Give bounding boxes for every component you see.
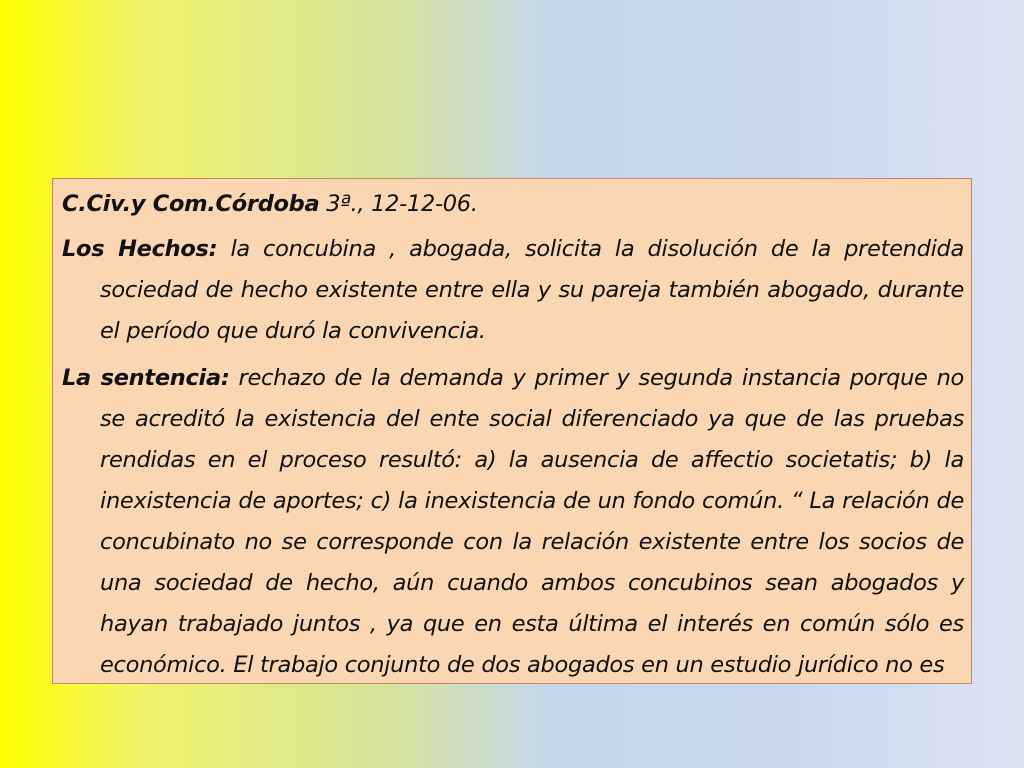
citation-paragraph: [62, 184, 964, 225]
sentencia-label: La sentencia:: [62, 365, 230, 391]
slide-text-body: [62, 184, 964, 692]
hechos-text: la concubina , abogada, solicita la disolución de la pretendida sociedad de hecho existente entre ella y su pareja también abogado, durante el período que duró la convivencia.: [100, 236, 964, 344]
sentencia-text: rechazo de la demanda y primer y segunda instancia porque no se acreditó la existencia del ente social diferenciado ya que de las pruebas rendidas en el proceso resultó: a) la ausencia de affectio societatis; b) la inexistencia de aportes; c) la inexistencia de un fondo común. “ La relación de concubinato no se corresponde con la relación existente entre los socios de una sociedad de hecho, aún cuando ambos concubinos sean abogados y hayan trabajado juntos , ya que en esta última el interés en común sólo es económico. El trabajo conjunto de dos abogados en un estudio jurídico no es: [100, 365, 965, 678]
citation-date: 3ª., 12-12-06.: [319, 191, 478, 217]
citation-court: C.Civ.y Com.Córdoba: [62, 191, 320, 217]
hechos-paragraph: [62, 229, 964, 352]
sentencia-paragraph: [62, 358, 964, 686]
hechos-label: Los Hechos:: [62, 236, 218, 262]
